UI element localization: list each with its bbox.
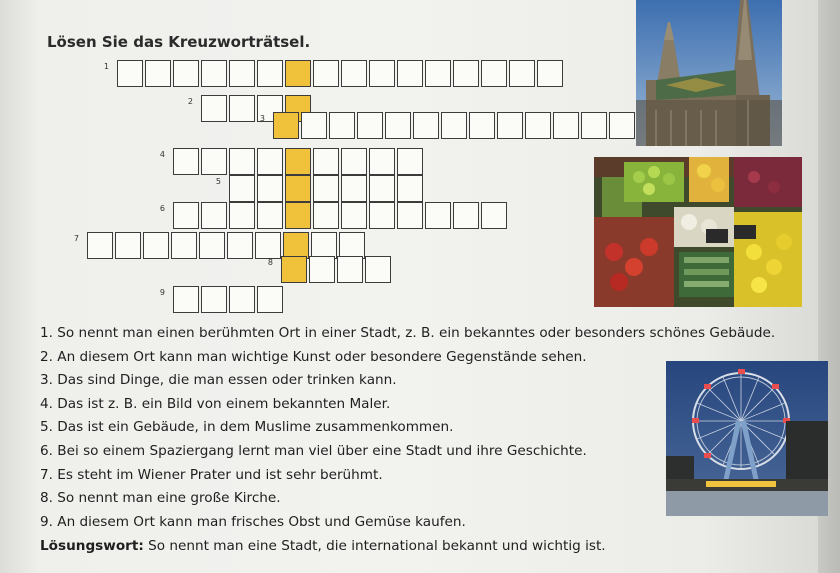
crossword-cell[interactable] xyxy=(173,286,199,313)
exercise-heading: Lösen Sie das Kreuzworträtsel. xyxy=(47,33,311,51)
clue-8: 8. So nennt man eine große Kirche. xyxy=(40,490,281,507)
cathedral-photo xyxy=(636,0,782,146)
crossword-cell[interactable] xyxy=(173,202,199,229)
crossword-cell[interactable] xyxy=(369,202,395,229)
crossword-cell[interactable] xyxy=(369,175,395,202)
crossword-cell[interactable] xyxy=(481,60,507,87)
crossword-cell[interactable] xyxy=(413,112,439,139)
crossword-cell[interactable] xyxy=(313,148,339,175)
crossword-cell[interactable] xyxy=(425,60,451,87)
crossword-cell[interactable] xyxy=(229,286,255,313)
crossword-cell[interactable] xyxy=(385,112,411,139)
crossword-cell[interactable] xyxy=(117,60,143,87)
crossword-cell[interactable] xyxy=(441,112,467,139)
crossword-cell[interactable] xyxy=(609,112,635,139)
crossword-cell[interactable] xyxy=(257,286,283,313)
clue-6: 6. Bei so einem Spaziergang lernt man viel über eine Stadt und ihre Geschichte. xyxy=(40,442,587,459)
crossword-cell[interactable] xyxy=(341,60,367,87)
crossword-cell[interactable] xyxy=(143,232,169,259)
crossword-cell[interactable] xyxy=(201,148,227,175)
crossword-cell[interactable] xyxy=(497,112,523,139)
crossword-cell[interactable] xyxy=(453,60,479,87)
clue-9: 9. An diesem Ort kann man frisches Obst und Gemüse kaufen. xyxy=(40,513,466,530)
crossword-cell[interactable] xyxy=(337,256,363,283)
crossword-cell[interactable] xyxy=(341,202,367,229)
ferris-wheel-photo xyxy=(666,361,828,516)
crossword-cell[interactable] xyxy=(229,202,255,229)
crossword-row-number: 1 xyxy=(103,62,109,71)
crossword-row-number: 7 xyxy=(73,234,79,243)
crossword-cell[interactable] xyxy=(469,112,495,139)
crossword-cell[interactable] xyxy=(301,112,327,139)
crossword-cell[interactable] xyxy=(145,60,171,87)
crossword-cell[interactable] xyxy=(313,60,339,87)
crossword-cell[interactable] xyxy=(553,112,579,139)
crossword-cell[interactable] xyxy=(397,202,423,229)
crossword-cell[interactable] xyxy=(369,60,395,87)
crossword-cell[interactable] xyxy=(173,148,199,175)
crossword-cell[interactable] xyxy=(313,202,339,229)
market-photo xyxy=(594,157,802,307)
clue-list xyxy=(40,322,776,558)
crossword-cell[interactable] xyxy=(229,175,255,202)
crossword-cell[interactable] xyxy=(329,112,355,139)
crossword-cell[interactable] xyxy=(285,148,311,175)
crossword-cell[interactable] xyxy=(397,175,423,202)
crossword-cell[interactable] xyxy=(281,256,307,283)
crossword-row-number: 4 xyxy=(159,150,165,159)
crossword-cell[interactable] xyxy=(229,60,255,87)
crossword-row-number: 5 xyxy=(215,177,221,186)
crossword-cell[interactable] xyxy=(481,202,507,229)
crossword-cell[interactable] xyxy=(199,232,225,259)
crossword-cell[interactable] xyxy=(525,112,551,139)
crossword-cell[interactable] xyxy=(397,60,423,87)
clue-4: 4. Das ist z. B. ein Bild von einem bekannten Maler. xyxy=(40,395,391,412)
crossword-cell[interactable] xyxy=(173,60,199,87)
clue-2: 2. An diesem Ort kann man wichtige Kunst oder besondere Gegenstände sehen. xyxy=(40,348,587,365)
crossword-cell[interactable] xyxy=(283,232,309,259)
crossword-row-number: 9 xyxy=(159,288,165,297)
solution-label: Lösungswort: xyxy=(40,538,144,555)
crossword-cell[interactable] xyxy=(285,60,311,87)
crossword-cell[interactable] xyxy=(201,202,227,229)
crossword-row-number: 3 xyxy=(259,114,265,123)
crossword-cell[interactable] xyxy=(201,95,227,122)
crossword-cell[interactable] xyxy=(397,148,423,175)
crossword-cell[interactable] xyxy=(257,202,283,229)
crossword-cell[interactable] xyxy=(227,232,253,259)
crossword-cell[interactable] xyxy=(509,60,535,87)
crossword-cell[interactable] xyxy=(425,202,451,229)
crossword-cell[interactable] xyxy=(115,232,141,259)
solution-word-line xyxy=(40,535,680,558)
crossword-cell[interactable] xyxy=(313,175,339,202)
crossword-cell[interactable] xyxy=(171,232,197,259)
crossword-cell[interactable] xyxy=(257,175,283,202)
crossword-cell[interactable] xyxy=(311,232,337,259)
crossword-cell[interactable] xyxy=(201,60,227,87)
crossword-cell[interactable] xyxy=(229,148,255,175)
crossword-cell[interactable] xyxy=(453,202,479,229)
crossword-cell[interactable] xyxy=(341,175,367,202)
clue-1: 1. So nennt man einen berühmten Ort in einer Stadt, z. B. ein bekanntes oder besonders schönes Gebäude. xyxy=(40,325,776,341)
crossword-row-number: 2 xyxy=(187,97,193,106)
crossword-cell[interactable] xyxy=(369,148,395,175)
crossword-cell[interactable] xyxy=(537,60,563,87)
clue-3: 3. Das sind Dinge, die man essen oder trinken kann. xyxy=(40,372,397,389)
clue-7: 7. Es steht im Wiener Prater und ist sehr berühmt. xyxy=(40,466,383,483)
crossword-cell[interactable] xyxy=(285,202,311,229)
crossword-row-number: 8 xyxy=(267,258,273,267)
crossword-cell[interactable] xyxy=(201,286,227,313)
crossword-cell[interactable] xyxy=(257,148,283,175)
solution-text: So nennt man eine Stadt, die international bekannt und wichtig ist. xyxy=(143,538,606,555)
crossword-cell[interactable] xyxy=(87,232,113,259)
crossword-cell[interactable] xyxy=(309,256,335,283)
crossword-cell[interactable] xyxy=(273,112,299,139)
crossword-cell[interactable] xyxy=(341,148,367,175)
crossword-cell[interactable] xyxy=(365,256,391,283)
crossword-cell[interactable] xyxy=(255,232,281,259)
crossword-cell[interactable] xyxy=(357,112,383,139)
crossword-cell[interactable] xyxy=(257,60,283,87)
crossword-row-number: 6 xyxy=(159,204,165,213)
crossword-cell[interactable] xyxy=(285,175,311,202)
crossword-cell[interactable] xyxy=(339,232,365,259)
crossword-cell[interactable] xyxy=(581,112,607,139)
clue-5: 5. Das ist ein Gebäude, in dem Muslime zusammenkommen. xyxy=(40,419,454,436)
